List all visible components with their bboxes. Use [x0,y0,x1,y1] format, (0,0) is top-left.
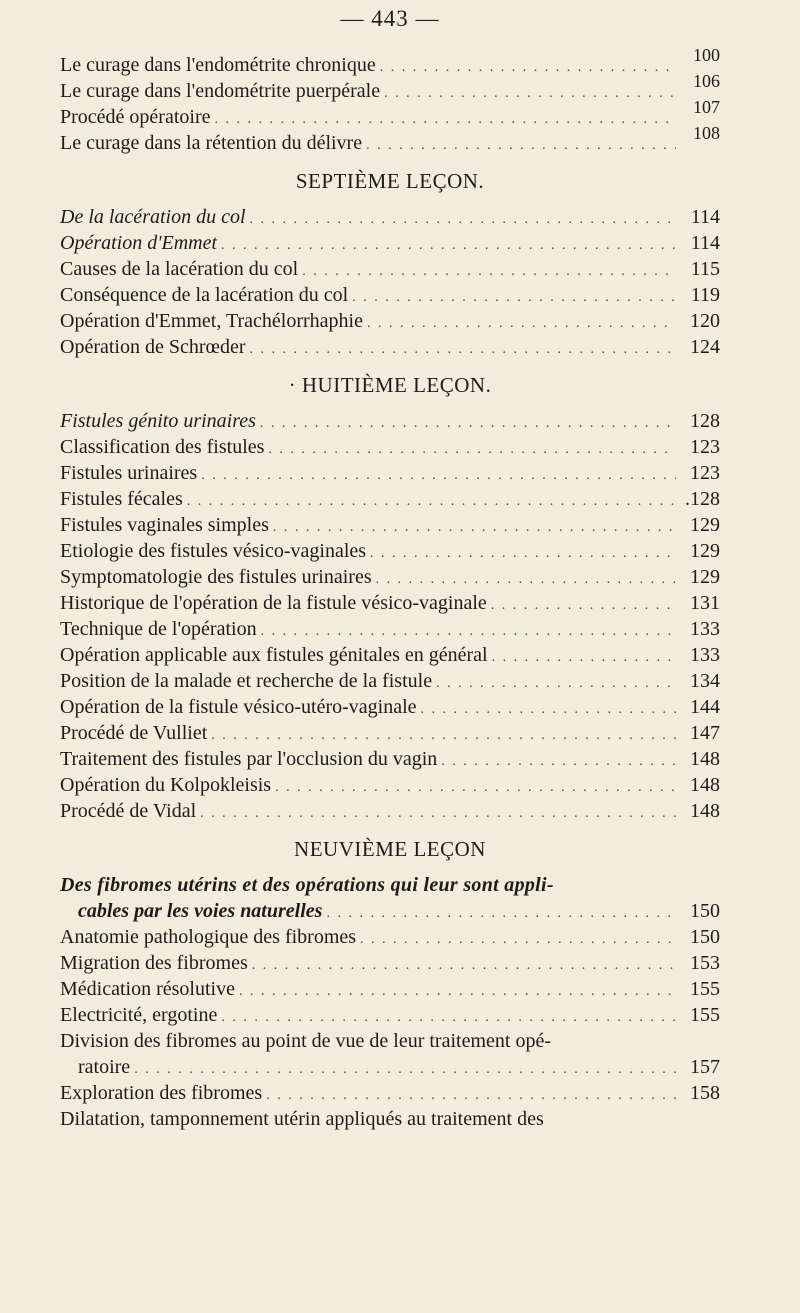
toc-entry-page: 153 [690,952,720,974]
toc-entry-label: Le curage dans la rétention du délivre [60,132,363,154]
toc-entry [60,204,720,230]
toc-entry-page: 155 [690,1004,720,1026]
leader-dots [275,775,676,801]
toc-entry-label: Opération d'Emmet [60,232,218,254]
toc-entry-label: De la lacération du col [60,206,246,228]
toc-entry [60,230,720,256]
leader-dots [370,541,676,567]
toc-entry-label: Traitement des fistules par l'occlusion du vagin [60,748,438,770]
toc-entry [60,642,720,668]
toc-entry [60,950,720,976]
toc-entry [60,590,720,616]
toc-entry [60,772,720,798]
toc-entry [60,512,720,538]
toc-entry-page: 129 [690,566,720,588]
toc-entry-label: cables par les voies naturelles [78,900,323,922]
toc-entry-page: .128 [685,488,720,510]
toc-entry-page: 157 [690,1056,720,1078]
toc-entry-label: Causes de la lacération du col [60,258,299,280]
toc-entry-page: 114 [690,232,720,254]
leader-dots [384,81,676,107]
leader-dots [268,437,676,463]
toc-entry-page: 124 [690,336,720,358]
leader-dots [326,901,676,927]
toc-entry-page: 133 [690,618,720,640]
toc-entry [60,97,720,130]
toc-entry [60,71,720,104]
leader-dots [367,311,676,337]
toc-entry [60,486,720,512]
toc-entry [60,45,720,78]
toc-entry [60,282,720,308]
toc-entry-page: 134 [690,670,720,692]
toc-entry-label: Médication résolutive [60,978,235,1000]
toc-entry-label: Etiologie des fistules vésico-vaginales [60,540,367,562]
toc-entry-page: 158 [690,1082,720,1104]
toc-entry-page: 144 [690,696,720,718]
toc-entry-label: Historique de l'opération de la fistule vésico-vaginale [60,592,487,614]
toc-entry-label-line: Dilatation, tamponnement utérin appliqués au traitement des [60,1108,544,1130]
toc-entry-page: 133 [690,644,720,666]
toc-entry [60,668,720,694]
toc-entry-page: 119 [690,284,720,306]
toc-entry-label: Position de la malade et recherche de la fistule [60,670,433,692]
table-of-contents [60,45,720,1132]
leader-dots [436,671,676,697]
toc-entry-page: 148 [690,774,720,796]
toc-entry-label: Opération du Kolpokleisis [60,774,272,796]
toc-entry-label-line: Division des fibromes au point de vue de leur traitement opé- [60,1030,551,1052]
section-eight-entries [60,408,720,824]
toc-entry-label: Migration des fibromes [60,952,248,974]
toc-entry-page: 108 [693,123,720,143]
toc-entry-page: 131 [690,592,720,614]
leader-dots [360,927,676,953]
toc-entry [60,720,720,746]
leader-dots [366,133,676,159]
leader-dots [441,749,676,775]
leader-dots [252,953,676,979]
section-heading: NEUVIÈME LEÇON [294,837,486,861]
toc-entry-label: Opération de Schrœder [60,336,246,358]
toc-entry-page: 128 [690,410,720,432]
toc-entry-page: 107 [693,97,720,117]
toc-entry-label: Procédé opératoire [60,106,211,128]
toc-entry [60,1002,720,1028]
leader-dots [250,337,677,363]
toc-entry [60,798,720,824]
toc-entry [60,256,720,282]
leader-dots [492,645,676,671]
toc-entry-page: 148 [690,748,720,770]
toc-entry [60,334,720,360]
toc-entry-page: 100 [693,45,720,65]
toc-entry [60,538,720,564]
leader-dots [491,593,676,619]
toc-entry [60,308,720,334]
section-title-line: Des fibromes utérins et des opérations qui leur sont appli- [60,874,554,896]
toc-entry-page: 129 [690,540,720,562]
toc-entry-page: 150 [690,900,720,922]
toc-entry [60,616,720,642]
leader-dots [352,285,676,311]
toc-entry-label: Le curage dans l'endométrite chronique [60,54,376,76]
toc-entry-label: Technique de l'opération [60,618,257,640]
toc-entry-page: 106 [693,71,720,91]
toc-entry-page: 148 [690,800,720,822]
toc-entry-label: Fistules fécales [60,488,183,510]
toc-entry [60,1054,720,1080]
toc-entry-label: Exploration des fibromes [60,1082,263,1104]
toc-entry [60,976,720,1002]
toc-entry-label: Symptomatologie des fistules urinaires [60,566,372,588]
page-number: — 443 — [340,6,440,31]
toc-entry-label: Opération applicable aux fistules génitales en général [60,644,488,666]
toc-entry-label: Opération d'Emmet, Trachélorrhaphie [60,310,363,332]
section-nine-entries [60,924,720,1028]
leader-dots [260,411,676,437]
leader-dots [250,207,676,233]
toc-entry-label: Conséquence de la lacération du col [60,284,349,306]
toc-entry-label: ratoire [78,1056,131,1078]
leader-dots [201,463,676,489]
toc-entry-label: Le curage dans l'endométrite puerpérale [60,80,381,102]
toc-entry [60,408,720,434]
toc-entry [60,460,720,486]
toc-entry [60,564,720,590]
toc-entry-page: 129 [690,514,720,536]
toc-entry [60,694,720,720]
toc-entry-label: Classification des fistules [60,436,265,458]
leader-dots [421,697,676,723]
toc-entry-page: 114 [690,206,720,228]
toc-entry-label: Fistules génito urinaires [60,410,256,432]
toc-entry-page: 123 [690,436,720,458]
toc-entry-page: 155 [690,978,720,1000]
leader-dots [302,259,676,285]
section-seven-entries [60,204,720,360]
leader-dots [239,979,676,1005]
toc-entry-label: Procédé de Vidal [60,800,197,822]
toc-entry [60,123,720,156]
toc-entry [60,434,720,460]
toc-entry-label: Procédé de Vulliet [60,722,208,744]
toc-entry-page: 147 [690,722,720,744]
toc-entry [60,898,720,924]
section-heading: SEPTIÈME LEÇON. [295,169,485,193]
toc-entry-label: Fistules urinaires [60,462,198,484]
toc-entry [60,924,720,950]
leader-dots [200,801,676,827]
toc-entry-label: Anatomie pathologique des fibromes [60,926,357,948]
toc-entry-page: 120 [690,310,720,332]
leader-dots [380,55,676,81]
section-nine-entries-continued [60,1080,720,1106]
toc-entry-label: Electricité, ergotine [60,1004,218,1026]
toc-entry-page: 123 [690,462,720,484]
section-heading: · HUITIÈME LEÇON. [288,373,492,397]
toc-entry [60,746,720,772]
toc-entry [60,1080,720,1106]
toc-entry-label: Fistules vaginales simples [60,514,269,536]
toc-entry-page: 115 [690,258,720,280]
toc-entry-label: Opération de la fistule vésico-utéro-vaginale [60,696,417,718]
toc-entry-page: 150 [690,926,720,948]
